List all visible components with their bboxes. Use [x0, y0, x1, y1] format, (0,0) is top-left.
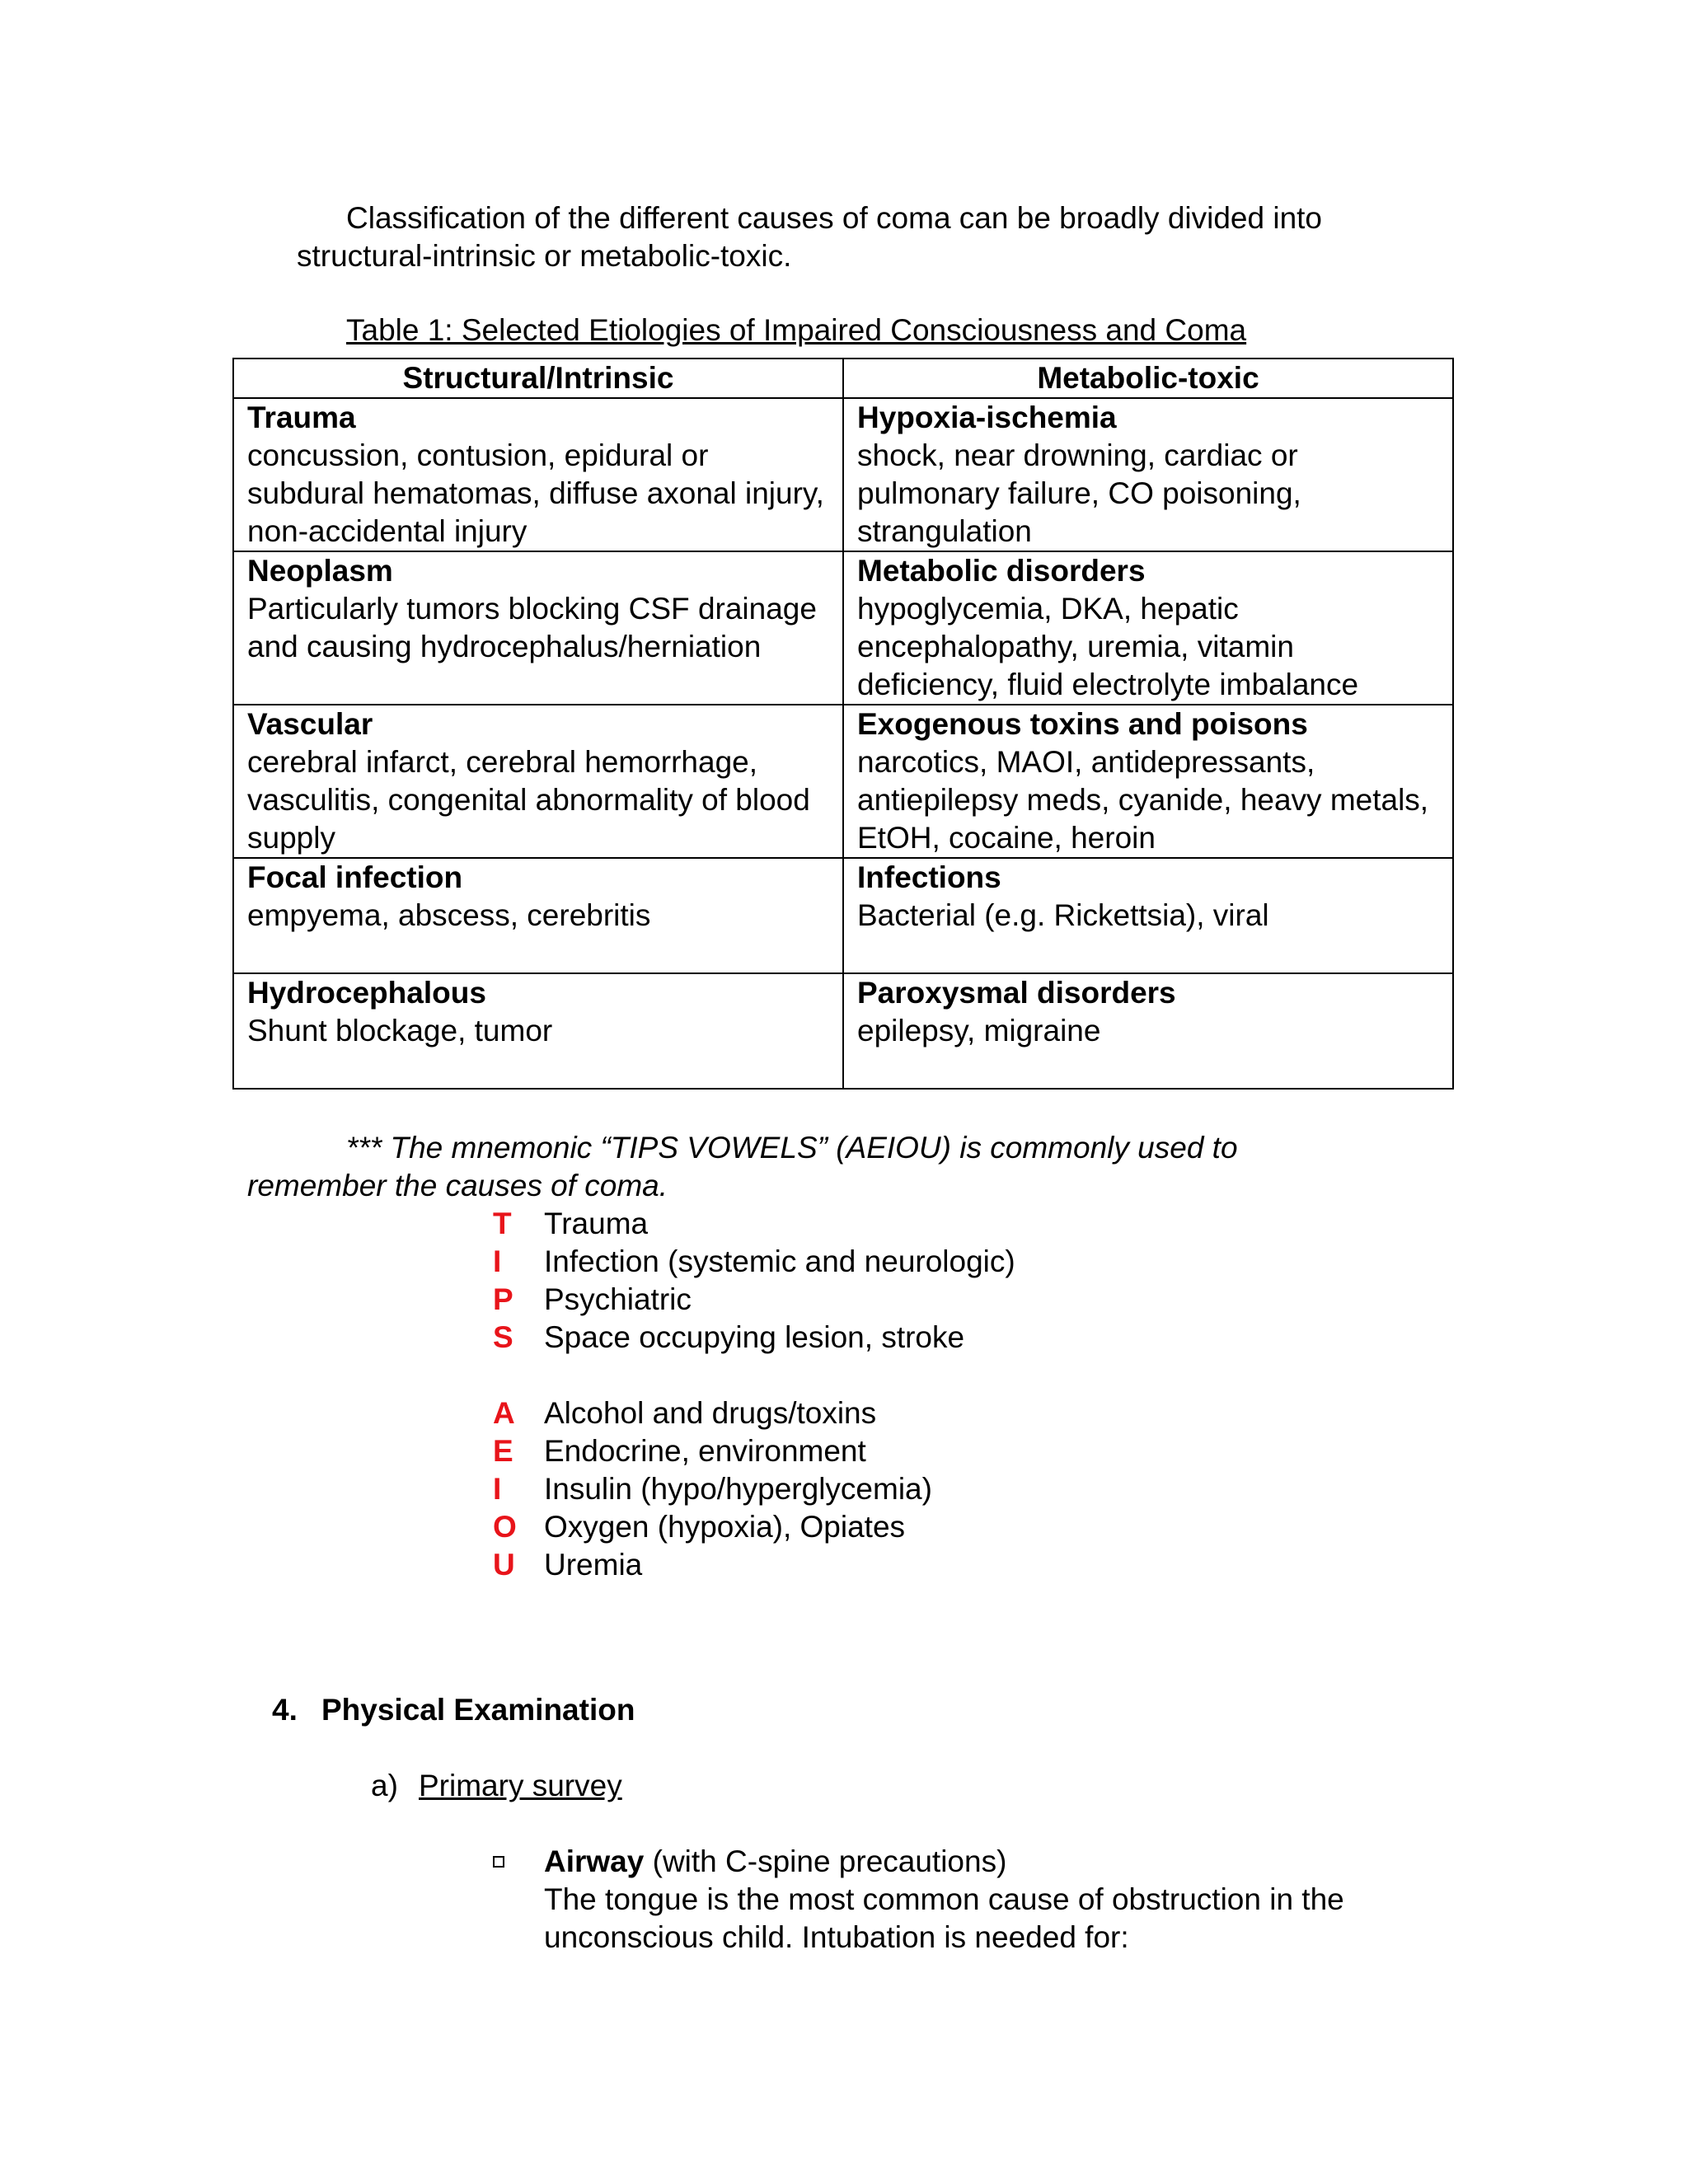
table-row [233, 398, 1453, 551]
cell-category: Hypoxia-ischemia [857, 401, 1117, 434]
cell-category: Focal infection [247, 860, 463, 894]
bullet-line-3: unconscious child. Intubation is needed for: [544, 1920, 1129, 1954]
cell-description: cerebral infarct, cerebral hemorrhage, vasculitis, congenital abnormality of blood supply [247, 745, 810, 855]
cell-category: Infections [857, 860, 1001, 894]
mnemonic-text: Alcohol and drugs/toxins [544, 1396, 877, 1430]
cell-description: concussion, contusion, epidural or subdural hematomas, diffuse axonal injury, non-accidental injury [247, 438, 824, 548]
table-row [233, 551, 1453, 705]
intro-line-2: structural-intrinsic or metabolic-toxic. [297, 239, 792, 273]
mnemonic-letter: A [493, 1396, 515, 1430]
mnemonic-letter: P [493, 1282, 513, 1316]
table-header-metabolic: Metabolic-toxic [843, 359, 1453, 398]
bullet-label-bold: Airway [544, 1844, 645, 1878]
table-cell [843, 705, 1453, 858]
bullet-line-2: The tongue is the most common cause of obstruction in the [544, 1882, 1344, 1916]
table-cell [843, 551, 1453, 705]
mnemonic-text: Infection (systemic and neurologic) [544, 1244, 1015, 1278]
table-cell [843, 973, 1453, 1089]
table-row [233, 973, 1453, 1089]
mnemonic-letter: I [493, 1244, 502, 1278]
mnemonic-text: Trauma [544, 1207, 649, 1240]
table-cell [843, 398, 1453, 551]
cell-description: Bacterial (e.g. Rickettsia), viral [857, 898, 1269, 932]
table-caption: Table 1: Selected Etiologies of Impaired Consciousness and Coma [346, 313, 1247, 347]
cell-category: Hydrocephalous [247, 976, 486, 1010]
checkbox-bullet-icon [493, 1856, 504, 1868]
section-number: 4. [272, 1693, 298, 1727]
mnemonic-text: Endocrine, environment [544, 1434, 866, 1468]
cell-category: Vascular [247, 707, 373, 741]
mnemonic-letter: I [493, 1472, 502, 1506]
section-title: Physical Examination [321, 1693, 635, 1727]
etiology-table [232, 358, 1454, 1090]
subsection-heading [371, 1767, 622, 1805]
mnemonic-text: Uremia [544, 1548, 643, 1582]
mnemonic-letter: U [493, 1548, 515, 1582]
cell-category: Neoplasm [247, 554, 393, 588]
table-header-structural: Structural/Intrinsic [233, 359, 843, 398]
mnemonic-text: Space occupying lesion, stroke [544, 1320, 965, 1354]
cell-description: hypoglycemia, DKA, hepatic encephalopathy, uremia, vitamin deficiency, fluid electrolyte imbalance [857, 592, 1359, 701]
mnemonic-letter: E [493, 1434, 513, 1468]
mnemonic-text: Insulin (hypo/hyperglycemia) [544, 1472, 932, 1506]
section-heading [272, 1691, 635, 1729]
cell-category: Trauma [247, 401, 356, 434]
bullet-line-1 [544, 1843, 1344, 1881]
cell-description: Shunt blockage, tumor [247, 1014, 553, 1047]
table-cell [233, 705, 843, 858]
cell-description: Particularly tumors blocking CSF drainage and causing hydrocephalus/herniation [247, 592, 817, 663]
bullet-text [544, 1843, 1344, 1957]
mnemonic-letter: T [493, 1207, 512, 1240]
table-cell [233, 398, 843, 551]
cell-category: Metabolic disorders [857, 554, 1146, 588]
table-cell [233, 551, 843, 705]
mnemonic-text: Psychiatric [544, 1282, 692, 1316]
bullet-label-rest: (with C-spine precautions) [644, 1844, 1007, 1878]
subsection-number: a) [371, 1769, 398, 1802]
cell-category: Exogenous toxins and poisons [857, 707, 1308, 741]
cell-description: narcotics, MAOI, antidepressants, antiepilepsy meds, cyanide, heavy metals, EtOH, cocaine, heroin [857, 745, 1429, 855]
mnemonic-letter: O [493, 1510, 517, 1544]
mnemonic-text: Oxygen (hypoxia), Opiates [544, 1510, 906, 1544]
cell-description: epilepsy, migraine [857, 1014, 1101, 1047]
mnemonic-intro-line-1: *** The mnemonic “TIPS VOWELS” (AEIOU) is commonly used to [346, 1131, 1238, 1165]
subsection-title: Primary survey [419, 1769, 622, 1802]
mnemonic-letter: S [493, 1320, 513, 1354]
table-cell [843, 858, 1453, 973]
mnemonic-intro-line-2: remember the causes of coma. [247, 1169, 668, 1202]
cell-category: Paroxysmal disorders [857, 976, 1176, 1010]
cell-description: empyema, abscess, cerebritis [247, 898, 651, 932]
table-row [233, 705, 1453, 858]
table-header-row [233, 359, 1453, 398]
table-row [233, 858, 1453, 973]
cell-description: shock, near drowning, cardiac or pulmonary failure, CO poisoning, strangulation [857, 438, 1301, 548]
table-cell [233, 973, 843, 1089]
table-cell [233, 858, 843, 973]
intro-line-1: Classification of the different causes of coma can be broadly divided into [346, 201, 1322, 235]
